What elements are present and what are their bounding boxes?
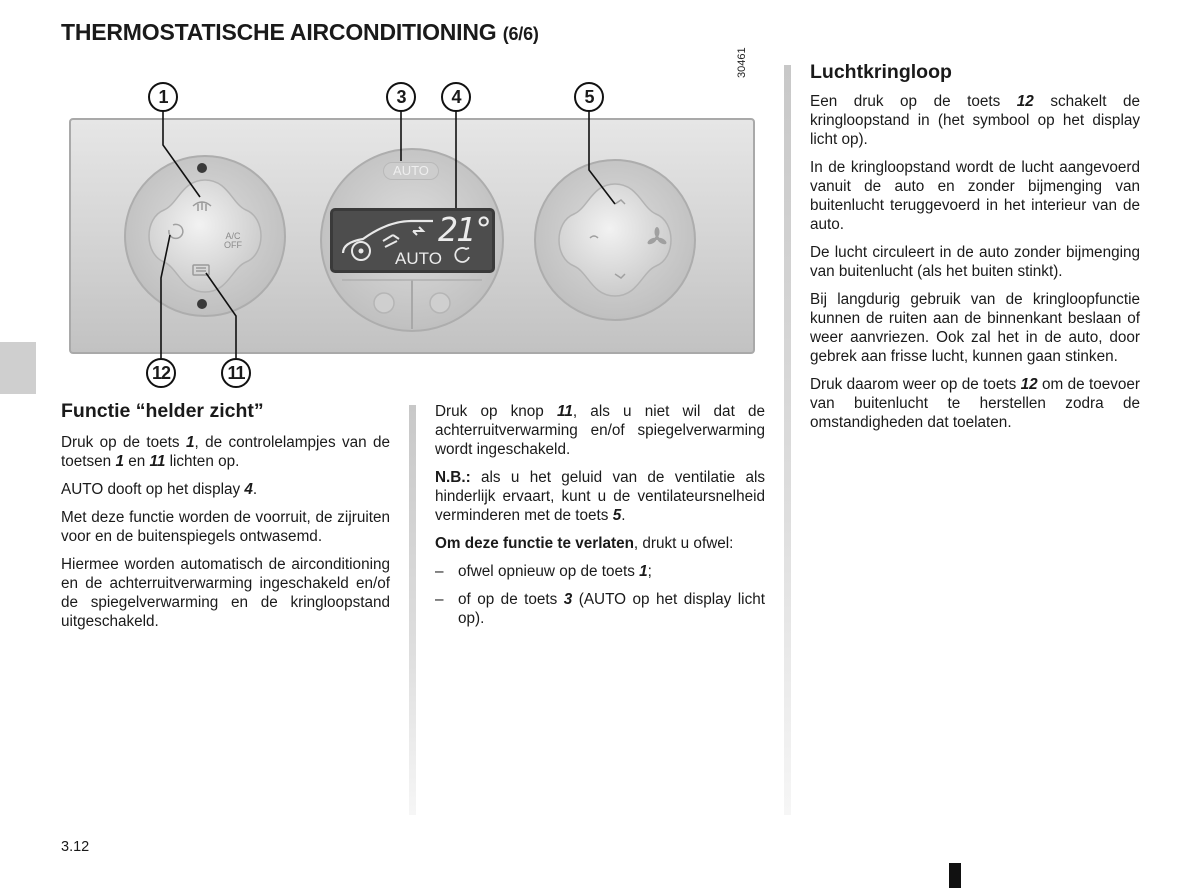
lcd-recirculation-icon <box>455 248 469 262</box>
paragraph: Druk daarom weer op de toets 12 om de toevoer van buitenlucht te herstellen zodra de omstandigheden dat toelaten. <box>810 376 1141 431</box>
section-luchtkringloop <box>810 63 1140 441</box>
ac-off-label <box>224 232 242 250</box>
corner-mark <box>949 863 961 888</box>
ac-label: A/C <box>225 231 241 241</box>
paragraph: De lucht circuleert in de auto zonder bijmenging van buitenlucht (als het buiten stinkt). <box>810 244 1140 280</box>
display-auto: AUTO <box>395 249 442 268</box>
list-item: – ofwel opnieuw op de toets 1; <box>435 563 652 580</box>
note-paragraph: N.B.: als u het geluid van de ventilatie als hinderlijk ervaart, kunt u de ventilateursnelheid verminderen met de toets 5. <box>435 469 765 524</box>
title-suffix: (6/6) <box>502 24 539 44</box>
list-item: – of op de toets 3 (AUTO op het display licht op). <box>435 591 765 627</box>
callout-12: 12 <box>146 358 176 388</box>
column-divider <box>784 65 791 815</box>
display-temperature: 21° <box>438 210 492 249</box>
callout-4: 4 <box>441 82 471 112</box>
auto-button[interactable]: AUTO <box>383 162 439 180</box>
section-helder-zicht-continued <box>435 402 765 637</box>
temperature-display <box>330 208 495 273</box>
paragraph: AUTO dooft op het display 4. <box>61 481 258 498</box>
section-helder-zicht <box>61 402 390 640</box>
callout-3: 3 <box>386 82 416 112</box>
callout-11: 11 <box>221 358 251 388</box>
rear-defrost-indicator-led <box>197 299 207 309</box>
climate-panel-figure <box>60 47 765 395</box>
callout-5: 5 <box>574 82 604 112</box>
page-number: 3.12 <box>61 839 90 855</box>
section-tab <box>0 342 36 394</box>
ac-off-sub: OFF <box>224 240 242 250</box>
lcd-arrow-icon <box>413 227 423 235</box>
section-heading: Luchtkringloop <box>810 61 952 83</box>
section-heading: Functie “helder zicht” <box>61 400 264 422</box>
image-code: 30461 <box>736 47 748 78</box>
paragraph: Druk op knop 11, als u niet wil dat de achterruitverwarming en/of spiegelverwarming wordt ingeschakeld. <box>435 403 765 458</box>
paragraph: Hiermee worden automatisch de airconditioning en de achterruitverwarming ingeschakeld en/of de spiegelverwarming en de kringloopstand uitgeschakeld. <box>61 556 390 630</box>
paragraph: Een druk op de toets 12 schakelt de kringloopstand in (het symbool op het display licht op). <box>810 93 1140 148</box>
callout-1: 1 <box>148 82 178 112</box>
paragraph: In de kringloopstand wordt de lucht aangevoerd vanuit de auto en zonder bijmenging van buitenlucht teruggevoerd in het interieur van de auto. <box>810 159 1140 233</box>
column-divider <box>409 405 416 815</box>
paragraph: Druk op de toets 1, de controlelampjes van de toetsen 1 en 11 lichten op. <box>61 434 390 470</box>
title-text: THERMOSTATISCHE AIRCONDITIONING <box>61 19 497 45</box>
lcd-airflow-icon <box>383 235 399 247</box>
paragraph: Met deze functie worden de voorruit, de zijruiten voor en de buitenspiegels ontwasemd. <box>61 509 390 545</box>
paragraph: Om deze functie te verlaten, drukt u ofwel: <box>435 535 734 552</box>
paragraph: Bij langdurig gebruik van de kringloopfunctie kunnen de ruiten aan de binnenkant beslaan of weer aanvriezen. Ook zal het in de auto, door gebrek aan frisse lucht, kunnen gaan stinken. <box>810 291 1140 365</box>
defrost-indicator-led <box>197 163 207 173</box>
left-lower-button[interactable] <box>374 293 394 313</box>
right-lower-button[interactable] <box>430 293 450 313</box>
page-title <box>61 19 539 46</box>
